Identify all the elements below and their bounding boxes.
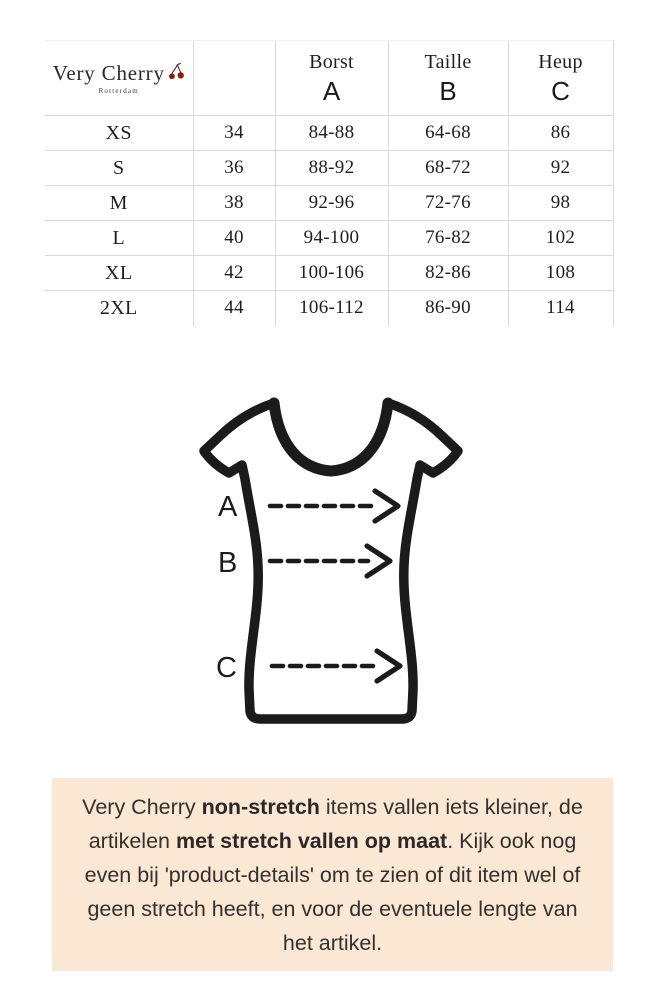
label-a: A: [218, 491, 238, 523]
cell-nl: 42: [193, 256, 275, 291]
header-borst: [275, 41, 388, 116]
cell-size: L: [45, 221, 193, 256]
cell-size: 2XL: [45, 291, 193, 326]
header-empty: [193, 41, 275, 116]
stretch-note-box: [52, 778, 613, 971]
cell-nl: 44: [193, 291, 275, 326]
cell-borst: 92-96: [275, 186, 388, 221]
cell-borst: 88-92: [275, 151, 388, 186]
cell-heup: 102: [508, 221, 613, 256]
table-row-m: [45, 186, 613, 221]
table-row-l: [45, 221, 613, 256]
table-row-xl: [45, 256, 613, 291]
size-table: [45, 40, 614, 326]
header-borst-label: Borst: [309, 50, 354, 73]
cell-heup: 92: [508, 151, 613, 186]
cell-taille: 68-72: [388, 151, 508, 186]
label-b: B: [218, 547, 238, 579]
brand-logo: [45, 61, 193, 95]
header-taille-letter: B: [439, 75, 457, 106]
label-c: C: [216, 652, 237, 684]
arrow-a-head: [375, 491, 398, 521]
table-row-2xl: [45, 291, 613, 326]
cell-heup: 98: [508, 186, 613, 221]
tshirt-diagram: [198, 388, 468, 736]
brand-city: Rotterdam: [98, 87, 139, 95]
cell-nl: 34: [193, 116, 275, 151]
note-text: Very Cherry non-stretch items vallen iets kleiner, de artikelen met stretch vallen op maat. Kijk ook nog even bij 'product-details' om te zien of dit item wel of geen stretch heeft, en voor de eventuele lengte van het artikel.: [82, 794, 583, 955]
cell-borst: 94-100: [275, 221, 388, 256]
cell-nl: 38: [193, 186, 275, 221]
cell-borst: 84-88: [275, 116, 388, 151]
logo-cell: [45, 41, 193, 116]
cell-size: XL: [45, 256, 193, 291]
table-row-xs: [45, 116, 613, 151]
cell-taille: 72-76: [388, 186, 508, 221]
cell-borst: 100-106: [275, 256, 388, 291]
cell-size: S: [45, 151, 193, 186]
cell-heup: 108: [508, 256, 613, 291]
cell-borst: 106-112: [275, 291, 388, 326]
header-heup: [508, 41, 613, 116]
tshirt-collar: [274, 403, 388, 471]
header-borst-letter: A: [322, 75, 341, 106]
cell-size: XS: [45, 116, 193, 151]
arrow-b-head: [367, 546, 390, 576]
table-header-row: [45, 41, 613, 116]
cell-nl: 36: [193, 151, 275, 186]
header-heup-label: Heup: [538, 50, 583, 73]
arrow-c-head: [377, 651, 400, 681]
cell-size: M: [45, 186, 193, 221]
header-heup-letter: C: [551, 75, 570, 106]
cell-heup: 114: [508, 291, 613, 326]
header-taille-label: Taille: [424, 50, 472, 73]
cell-taille: 82-86: [388, 256, 508, 291]
cherry-icon: [168, 62, 185, 81]
cell-taille: 86-90: [388, 291, 508, 326]
tshirt-outline-svg: [198, 388, 468, 736]
cell-heup: 86: [508, 116, 613, 151]
header-taille: [388, 41, 508, 116]
cell-taille: 76-82: [388, 221, 508, 256]
cell-taille: 64-68: [388, 116, 508, 151]
brand-name: Very Cherry: [52, 61, 165, 85]
table-row-s: [45, 151, 613, 186]
cell-nl: 40: [193, 221, 275, 256]
